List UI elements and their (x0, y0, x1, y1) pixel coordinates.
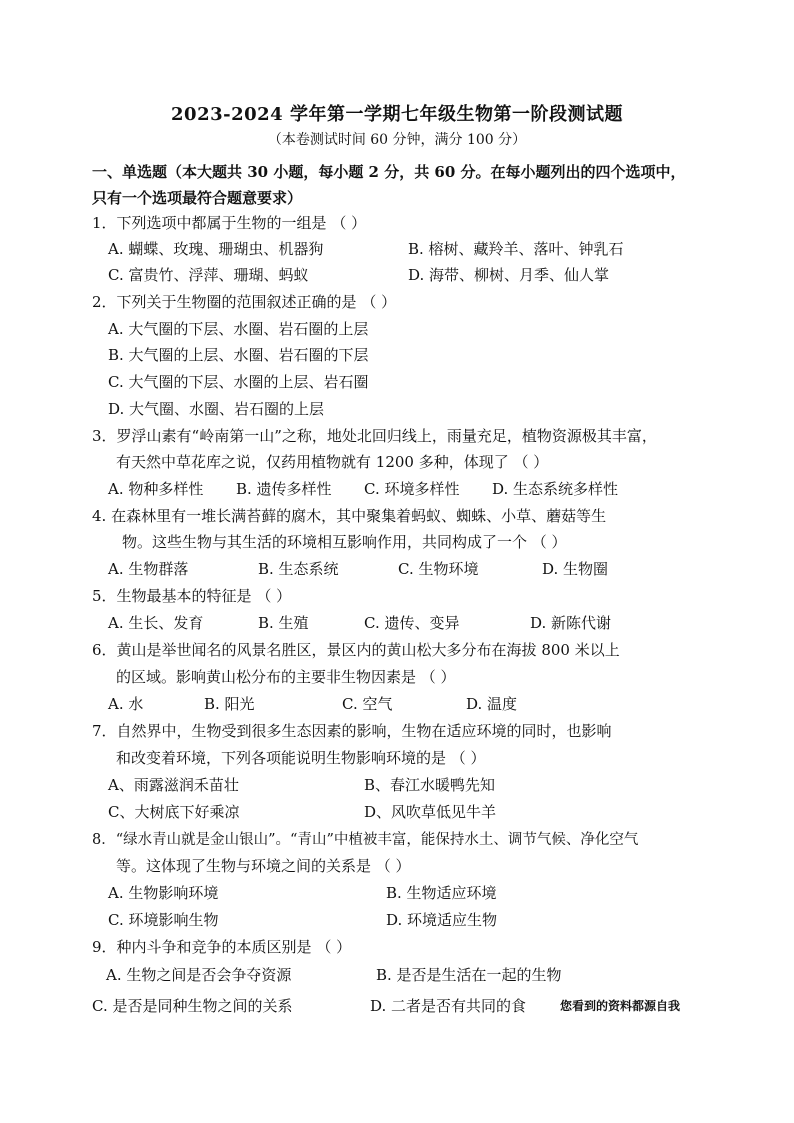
question-5-option-a: A. 生长、发育 (108, 614, 204, 632)
question-8-stem-cont: 等。这体现了生物与环境之间的关系是 （ ） (116, 857, 411, 875)
question-9-stem: 9．种内斗争和竞争的本质区别是 （ ） (92, 938, 352, 956)
question-6-option-c: C. 空气 (342, 695, 393, 713)
question-2-option-c: C. 大气圈的下层、水圈的上层、岩石圈 (108, 373, 369, 391)
question-7-stem: 7．自然界中，生物受到很多生态因素的影响，生物在适应环境的同时，也影响 (92, 722, 612, 740)
question-4-option-d: D. 生物圈 (542, 560, 609, 578)
question-1-stem: 1．下列选项中都属于生物的一组是 （ ） (92, 214, 367, 232)
question-2-option-b: B. 大气圈的上层、水圈、岩石圈的下层 (108, 346, 369, 364)
question-6-stem-cont: 的区域。影响黄山松分布的主要非生物因素是 （ ） (116, 668, 456, 686)
question-1-option-d: D. 海带、柳树、月季、仙人掌 (408, 266, 610, 284)
question-4-option-c: C. 生物环境 (398, 560, 479, 578)
question-7-stem-cont: 和改变着环境，下列各项能说明生物影响环境的是 （ ） (116, 749, 486, 767)
exam-title: 2023-2024 学年第一学期七年级生物第一阶段测试题 (171, 104, 623, 125)
question-3-stem: 3．罗浮山素有“岭南第一山”之称，地处北回归线上，雨量充足，植物资源极其丰富， (92, 427, 657, 445)
question-7-option-d: D、风吹草低见牛羊 (364, 803, 497, 821)
section-heading: 一、单选题（本大题共 30 小题，每小题 2 分，共 60 分。在每小题列出的四个选项中， 只有一个选项最符合题意要求） (92, 163, 686, 207)
question-3-option-c: C. 环境多样性 (364, 480, 460, 498)
question-7-option-b: B、春江水暖鸭先知 (364, 776, 496, 794)
question-1-option-c: C. 富贵竹、浮萍、珊瑚、蚂蚁 (108, 266, 309, 284)
question-9-option-b: B. 是否是生活在一起的生物 (376, 966, 562, 984)
question-4-option-b: B. 生态系统 (258, 560, 339, 578)
question-8-option-b: B. 生物适应环境 (386, 884, 497, 902)
question-6-option-d: D. 温度 (466, 695, 518, 713)
question-9-option-a: A. 生物之间是否会争夺资源 (106, 966, 292, 984)
question-1-option-a: A. 蝴蝶、玫瑰、珊瑚虫、机器狗 (108, 240, 324, 258)
question-7-option-c: C、大树底下好乘凉 (108, 803, 240, 821)
question-2-stem: 2．下列关于生物圈的范围叙述正确的是 （ ） (92, 293, 397, 311)
question-9-option-d: D. 二者是否有共同的食 (370, 997, 527, 1015)
question-6-option-b: B. 阳光 (204, 695, 255, 713)
question-8-option-d: D. 环境适应生物 (386, 911, 498, 929)
question-5-stem: 5．生物最基本的特征是 （ ） (92, 587, 292, 605)
question-2-option-a: A. 大气圈的下层、水圈、岩石圈的上层 (108, 320, 369, 338)
question-5-option-b: B. 生殖 (258, 614, 309, 632)
question-1-option-b: B. 榕树、藏羚羊、落叶、钟乳石 (408, 240, 624, 258)
exam-subtitle: （本卷测试时间 60 分钟，满分 100 分） (267, 132, 527, 148)
question-8-stem: 8．“绿水青山就是金山银山”。“青山”中植被丰富，能保持水土、调节气候、净化空气 (92, 832, 639, 848)
question-4-option-a: A. 生物群落 (108, 560, 189, 578)
question-4-stem: 4. 在森林里有一堆长满苔藓的腐木，其中聚集着蚂蚁、蜘蛛、小草、蘑菇等生 (92, 507, 607, 525)
question-5-option-c: C. 遗传、变异 (364, 614, 460, 632)
question-8-option-c: C. 环境影响生物 (108, 911, 219, 929)
question-3-option-a: A. 物种多样性 (108, 480, 204, 498)
question-3-option-b: B. 遗传多样性 (236, 480, 332, 498)
question-6-stem: 6．黄山是举世闻名的风景名胜区，景区内的黄山松大多分布在海拔 800 米以上 (92, 641, 620, 659)
question-5-option-d: D. 新陈代谢 (530, 614, 612, 632)
question-4-stem-cont: 物。这些生物与其生活的环境相互影响作用，共同构成了一个 （ ） (122, 533, 567, 551)
footer-notice: 您看到的资料都源自我 (560, 999, 681, 1013)
question-3-stem-cont: 有天然中草花库之说，仅药用植物就有 1200 多种，体现了 （ ） (116, 453, 549, 471)
question-6-option-a: A. 水 (108, 695, 144, 713)
question-2-option-d: D. 大气圈、水圈、岩石圈的上层 (108, 400, 325, 418)
question-7-option-a: A、雨露滋润禾苗壮 (108, 776, 239, 794)
question-8-option-a: A. 生物影响环境 (108, 884, 219, 902)
question-3-option-d: D. 生态系统多样性 (492, 480, 619, 498)
question-9-option-c: C. 是否是同种生物之间的关系 (92, 997, 293, 1015)
